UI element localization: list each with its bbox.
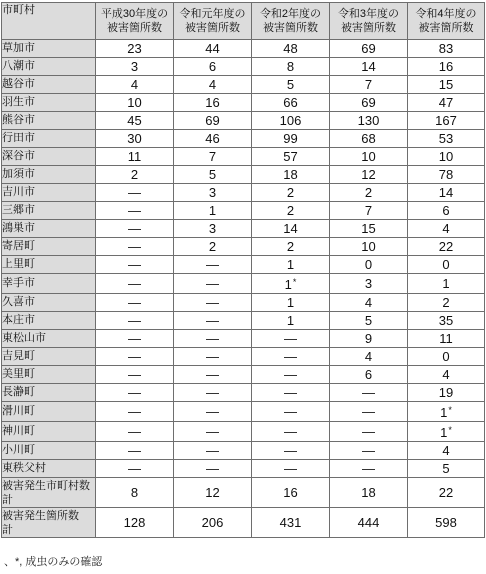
count-cell: ― <box>330 402 408 422</box>
count-cell: 16 <box>174 94 252 112</box>
table-row <box>2 184 485 202</box>
count-cell: 10 <box>96 94 174 112</box>
count-cell: 69 <box>174 112 252 130</box>
count-cell: 1 <box>252 312 330 330</box>
count-cell: 130 <box>330 112 408 130</box>
count-cell: 106 <box>252 112 330 130</box>
table-row <box>2 130 485 148</box>
count-cell: 15 <box>408 76 485 94</box>
count-cell: ― <box>174 348 252 366</box>
count-cell: ― <box>96 274 174 294</box>
count-cell: 14 <box>330 58 408 76</box>
header-year-1: 平成30年度の 被害箇所数 <box>96 3 174 40</box>
count-cell: 68 <box>330 130 408 148</box>
count-cell: 5 <box>174 166 252 184</box>
count-cell: 11 <box>408 330 485 348</box>
municipality-name: 小川町 <box>2 442 96 460</box>
table-row <box>2 220 485 238</box>
header-year-4: 令和3年度の 被害箇所数 <box>330 3 408 40</box>
header-row <box>2 3 485 40</box>
municipality-name: 吉川市 <box>2 184 96 202</box>
count-cell: ― <box>330 442 408 460</box>
count-cell: 1 <box>174 202 252 220</box>
count-cell: ― <box>96 202 174 220</box>
table-row <box>2 166 485 184</box>
count-cell: 2 <box>252 238 330 256</box>
municipality-name: 羽生市 <box>2 94 96 112</box>
total-cell: 18 <box>330 478 408 508</box>
total-label: 被害発生市町村数 計 <box>2 478 96 508</box>
count-cell: ― <box>174 294 252 312</box>
count-cell: 45 <box>96 112 174 130</box>
count-cell: ― <box>330 422 408 442</box>
count-cell: 10 <box>330 238 408 256</box>
count-cell: 46 <box>174 130 252 148</box>
count-cell: 15 <box>330 220 408 238</box>
count-cell: 167 <box>408 112 485 130</box>
count-cell: 4 <box>174 76 252 94</box>
total-row <box>2 508 485 538</box>
count-cell: 8 <box>252 58 330 76</box>
count-cell: 83 <box>408 40 485 58</box>
total-cell: 22 <box>408 478 485 508</box>
count-cell: 6 <box>330 366 408 384</box>
count-cell: 4 <box>408 442 485 460</box>
asterisk-mark: * <box>448 425 452 435</box>
footnote: 、*, 成虫のみの確認 <box>4 556 103 568</box>
count-cell: 0 <box>330 256 408 274</box>
municipality-name: 久喜市 <box>2 294 96 312</box>
count-cell: ― <box>174 256 252 274</box>
municipality-name: 美里町 <box>2 366 96 384</box>
municipality-name: 本庄市 <box>2 312 96 330</box>
count-cell: 18 <box>252 166 330 184</box>
count-cell: 66 <box>252 94 330 112</box>
count-cell: 5 <box>330 312 408 330</box>
municipality-name: 加須市 <box>2 166 96 184</box>
count-cell: ― <box>96 184 174 202</box>
count-cell: ― <box>252 442 330 460</box>
count-cell: ― <box>252 460 330 478</box>
header-year-5: 令和4年度の 被害箇所数 <box>408 3 485 40</box>
count-cell: 3 <box>174 220 252 238</box>
municipality-name: 寄居町 <box>2 238 96 256</box>
count-cell: 47 <box>408 94 485 112</box>
total-row <box>2 478 485 508</box>
count-cell: 30 <box>96 130 174 148</box>
count-cell: 4 <box>408 366 485 384</box>
municipality-name: 熊谷市 <box>2 112 96 130</box>
table-row <box>2 294 485 312</box>
count-cell: ― <box>174 366 252 384</box>
count-cell: ― <box>96 348 174 366</box>
total-label: 被害発生箇所数 計 <box>2 508 96 538</box>
count-cell: ― <box>96 366 174 384</box>
asterisk-mark: * <box>292 277 297 287</box>
count-cell: ― <box>96 442 174 460</box>
count-cell: ― <box>96 312 174 330</box>
count-cell: ― <box>174 330 252 348</box>
damage-table <box>1 2 485 538</box>
count-cell: 7 <box>330 202 408 220</box>
total-cell: 128 <box>96 508 174 538</box>
count-cell: 4 <box>330 294 408 312</box>
count-cell: 1 <box>252 294 330 312</box>
count-cell: ― <box>174 422 252 442</box>
municipality-name: 東秩父村 <box>2 460 96 478</box>
total-cell: 431 <box>252 508 330 538</box>
table-row <box>2 402 485 422</box>
total-cell: 206 <box>174 508 252 538</box>
count-cell: 7 <box>330 76 408 94</box>
count-cell: 11 <box>96 148 174 166</box>
total-cell: 8 <box>96 478 174 508</box>
count-cell: ― <box>174 442 252 460</box>
table-header <box>2 3 485 40</box>
header-year-2: 令和元年度の 被害箇所数 <box>174 3 252 40</box>
header-municipality: 市町村 <box>2 3 96 40</box>
count-cell: 16 <box>408 58 485 76</box>
count-cell: 9 <box>330 330 408 348</box>
table-row <box>2 112 485 130</box>
table-row <box>2 312 485 330</box>
count-cell: ― <box>96 238 174 256</box>
count-cell: 14 <box>408 184 485 202</box>
count-cell: 69 <box>330 40 408 58</box>
count-cell: 44 <box>174 40 252 58</box>
total-cell: 598 <box>408 508 485 538</box>
table-row <box>2 94 485 112</box>
count-cell: 4 <box>96 76 174 94</box>
count-cell: 0 <box>408 256 485 274</box>
count-cell: ― <box>96 460 174 478</box>
count-cell: 2 <box>252 202 330 220</box>
table-row <box>2 202 485 220</box>
table-row <box>2 238 485 256</box>
count-cell: ― <box>174 460 252 478</box>
count-cell: 78 <box>408 166 485 184</box>
count-cell: ― <box>96 256 174 274</box>
asterisk-mark: * <box>448 405 452 415</box>
municipality-name: 三郷市 <box>2 202 96 220</box>
table-row <box>2 58 485 76</box>
count-cell: ― <box>96 384 174 402</box>
table-row <box>2 442 485 460</box>
count-cell: 3 <box>174 184 252 202</box>
table-row <box>2 274 485 294</box>
count-cell: ― <box>96 330 174 348</box>
count-cell: 1* <box>408 402 485 422</box>
count-cell: 12 <box>330 166 408 184</box>
count-cell: ― <box>330 384 408 402</box>
table-row <box>2 348 485 366</box>
count-cell: 57 <box>252 148 330 166</box>
count-cell: 6 <box>408 202 485 220</box>
count-cell: 4 <box>330 348 408 366</box>
count-cell: 22 <box>408 238 485 256</box>
count-cell: 5 <box>252 76 330 94</box>
table-body <box>2 40 485 538</box>
count-cell: 35 <box>408 312 485 330</box>
count-cell: ― <box>96 294 174 312</box>
table-row <box>2 460 485 478</box>
municipality-name: 八潮市 <box>2 58 96 76</box>
count-cell: 10 <box>330 148 408 166</box>
count-cell: 1 <box>252 256 330 274</box>
count-cell: 2 <box>96 166 174 184</box>
count-cell: 2 <box>408 294 485 312</box>
municipality-name: 東松山市 <box>2 330 96 348</box>
municipality-name: 滑川町 <box>2 402 96 422</box>
total-cell: 444 <box>330 508 408 538</box>
count-cell: 14 <box>252 220 330 238</box>
count-cell: 0 <box>408 348 485 366</box>
header-year-3: 令和2年度の 被害箇所数 <box>252 3 330 40</box>
count-cell: 2 <box>252 184 330 202</box>
count-cell: 4 <box>408 220 485 238</box>
count-cell: 3 <box>330 274 408 294</box>
municipality-name: 上里町 <box>2 256 96 274</box>
table-row <box>2 366 485 384</box>
table-row <box>2 76 485 94</box>
count-cell: 1 <box>408 274 485 294</box>
count-cell: 6 <box>174 58 252 76</box>
table-row <box>2 422 485 442</box>
municipality-name: 吉見町 <box>2 348 96 366</box>
count-cell: 5 <box>408 460 485 478</box>
count-cell: ― <box>96 220 174 238</box>
count-cell: ― <box>252 330 330 348</box>
table-row <box>2 384 485 402</box>
table-row <box>2 256 485 274</box>
count-cell: ― <box>252 402 330 422</box>
count-cell: ― <box>174 384 252 402</box>
count-cell: 1* <box>408 422 485 442</box>
count-cell: ― <box>174 402 252 422</box>
municipality-name: 草加市 <box>2 40 96 58</box>
municipality-name: 神川町 <box>2 422 96 442</box>
count-cell: 99 <box>252 130 330 148</box>
count-cell: ― <box>96 402 174 422</box>
municipality-name: 長瀞町 <box>2 384 96 402</box>
count-cell: ― <box>174 274 252 294</box>
count-cell: 53 <box>408 130 485 148</box>
count-cell: 23 <box>96 40 174 58</box>
count-cell: ― <box>252 348 330 366</box>
count-cell: 48 <box>252 40 330 58</box>
count-cell: ― <box>252 384 330 402</box>
table-row <box>2 330 485 348</box>
municipality-name: 深谷市 <box>2 148 96 166</box>
count-cell: 2 <box>330 184 408 202</box>
count-cell: 2 <box>174 238 252 256</box>
total-cell: 12 <box>174 478 252 508</box>
count-cell: ― <box>252 422 330 442</box>
count-cell: 19 <box>408 384 485 402</box>
table-row <box>2 148 485 166</box>
municipality-name: 行田市 <box>2 130 96 148</box>
municipality-name: 鴻巣市 <box>2 220 96 238</box>
total-cell: 16 <box>252 478 330 508</box>
count-cell: ― <box>174 312 252 330</box>
count-cell: ― <box>330 460 408 478</box>
count-cell: 69 <box>330 94 408 112</box>
count-cell: 7 <box>174 148 252 166</box>
count-cell: ― <box>96 422 174 442</box>
municipality-name: 幸手市 <box>2 274 96 294</box>
count-cell: 10 <box>408 148 485 166</box>
count-cell: 1* <box>252 274 330 294</box>
count-cell: ― <box>252 366 330 384</box>
table-row <box>2 40 485 58</box>
municipality-name: 越谷市 <box>2 76 96 94</box>
count-cell: 3 <box>96 58 174 76</box>
